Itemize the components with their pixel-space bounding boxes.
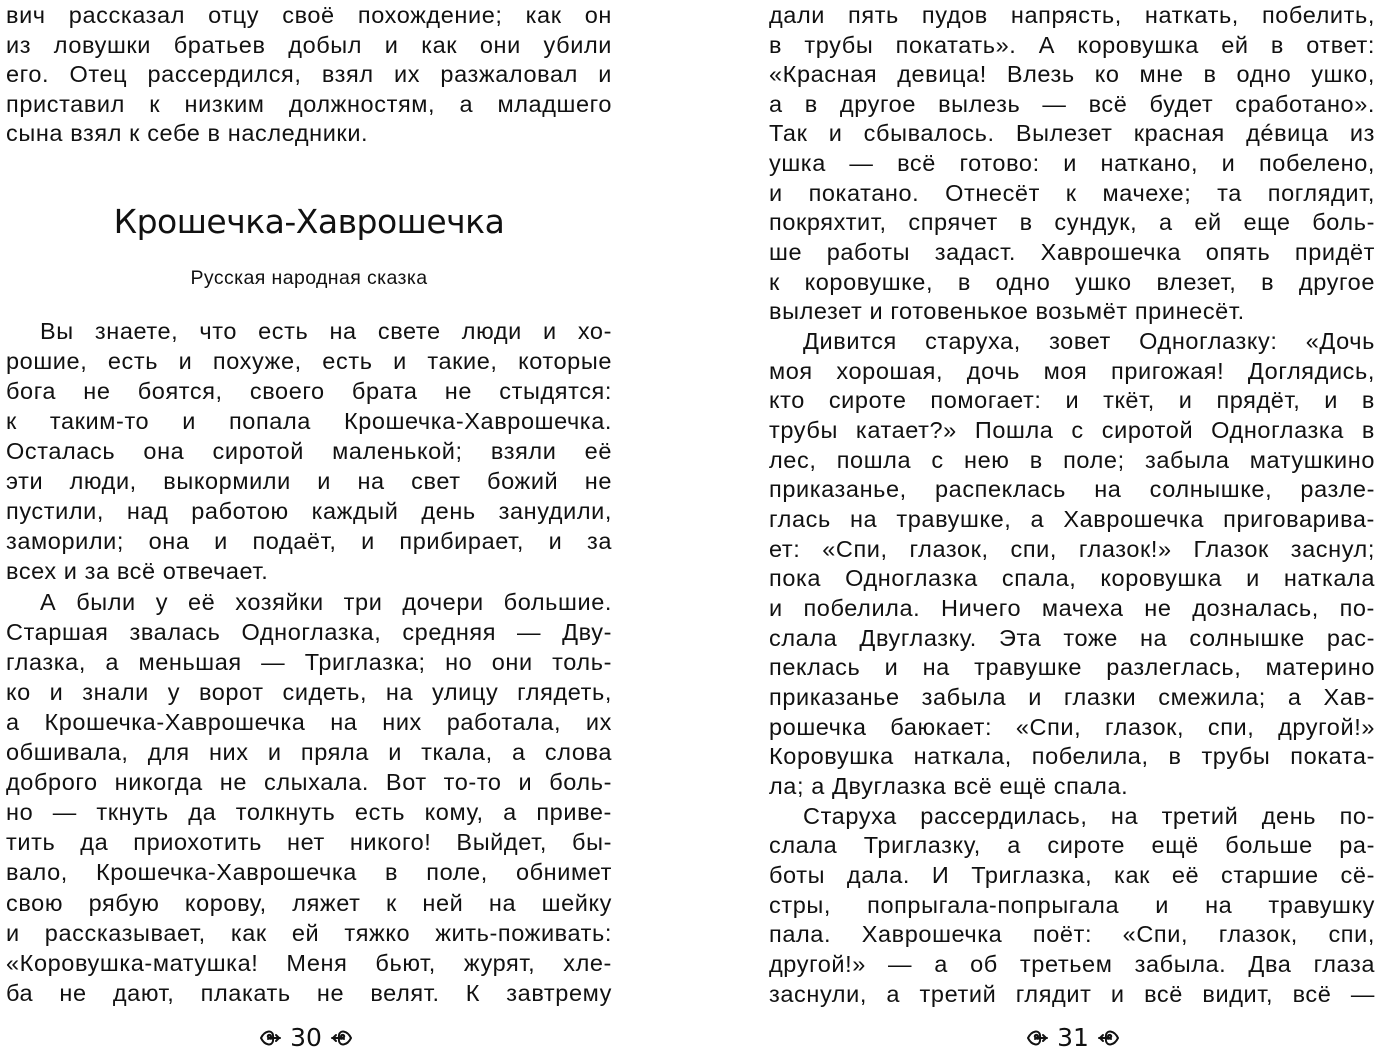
text-line: ше работы задаст. Хаврошечка опять придёт <box>769 239 1375 265</box>
text-line: приказанье забыла и глазки смежила; а Хав- <box>769 684 1375 710</box>
text-line: приказанье, распеклась на солнышке, разле- <box>769 476 1375 502</box>
page-number <box>1008 1020 1138 1056</box>
text-line: ушка — всё готово: и наткано, и побелено, <box>769 150 1375 176</box>
text-line: а в другое вылезь — всё будет сработано». <box>769 91 1375 117</box>
text-line: Старуха рассердилась, на третий день по- <box>803 803 1375 829</box>
text-line: моя хорошая, дочь моя пригожая! Доглядись, <box>769 358 1375 384</box>
text-line: дали пять пудов напрясть, наткать, побелить, <box>769 2 1375 28</box>
page-number <box>246 1020 366 1056</box>
text-line: сына взял к себе в наследники. <box>6 120 369 146</box>
text-line: Старшая звалась Одноглазка, средняя — Дву- <box>6 619 612 645</box>
text-line: но — ткнуть да толкнуть есть кому, а приве- <box>6 799 612 825</box>
text-line: рошечка баюкает: «Спи, глазок, спи, другой!» <box>769 714 1375 740</box>
text-line: глазка, а меньшая — Триглазка; но они толь- <box>6 649 612 675</box>
text-line: к коровушке, в одно ушко влезет, в другое <box>769 269 1375 295</box>
text-line: заморили; она и подаёт, и прибирает, и за <box>6 528 612 554</box>
fleuron-icon <box>1025 1026 1049 1050</box>
text-line: к таким-то и попала Крошечка-Хаврошечка. <box>6 408 612 434</box>
text-line: из ловушки братьев добыл и как они убили <box>6 32 612 58</box>
page-number-label: 30 <box>290 1023 322 1052</box>
text-line: в трубы покатать». А коровушка ей в ответ: <box>769 32 1375 58</box>
fleuron-icon <box>330 1026 354 1050</box>
text-line: вало, Крошечка-Хаврошечка в поле, обнимет <box>6 859 612 885</box>
text-line: Вы знаете, что есть на свете люди и хо- <box>40 318 612 344</box>
text-line: и побелила. Ничего мачеха не дозналась, по- <box>769 595 1375 621</box>
fleuron-icon <box>258 1026 282 1050</box>
page-number-label: 31 <box>1057 1023 1089 1052</box>
text-line: пала. Хаврошечка поёт: «Спи, глазок, спи, <box>769 921 1375 947</box>
text-line: покряхтит, спрячет в сундук, а ей еще боль- <box>769 209 1375 235</box>
text-line: а Крошечка-Хаврошечка на них работала, их <box>6 709 612 735</box>
text-line: вылезет и готовенькое возьмёт принесёт. <box>769 298 1245 324</box>
text-line: тить да приохотить нет никого! Выйдет, бы- <box>6 829 612 855</box>
text-line: приставил к низким должностям, а младшего <box>6 91 612 117</box>
text-line: доброго никогда не слыхала. Вот то-то и боль- <box>6 769 612 795</box>
text-line: пеклась и на травушке разлеглась, материно <box>769 654 1375 680</box>
text-line: рошие, есть и похуже, есть и такие, которые <box>6 348 612 374</box>
text-line: «Коровушка-матушка! Меня бьют, журят, хле- <box>6 950 612 976</box>
text-line: пустили, над работою каждый день занудили, <box>6 498 612 524</box>
text-line: А были у её хозяйки три дочери большие. <box>40 589 612 615</box>
text-line: другой!» — а об третьем забыла. Два глаза <box>769 951 1375 977</box>
story-title: Крошечка-Хаврошечка <box>113 202 505 241</box>
text-line: и покатано. Отнесёт к мачехе; та поглядит, <box>769 180 1375 206</box>
text-line: пока Одноглазка спала, коровушка и наткала <box>769 565 1375 591</box>
text-line: трубы катает?» Пошла с сиротой Одноглазка в <box>769 417 1375 443</box>
text-line: «Красная девица! Влезь ко мне в одно ушко, <box>769 61 1375 87</box>
text-line: глась на травушке, а Хаврошечка приговарива- <box>769 506 1375 532</box>
text-line: вич рассказал отцу своё похождение; как он <box>6 2 612 28</box>
text-line: ба не дают, плакать не велят. К завтрему <box>6 980 612 1006</box>
text-line: Так и сбывалось. Вылезет красная дéвица из <box>769 120 1375 146</box>
text-line: кто сироте помогает: и ткёт, и прядёт, и в <box>769 387 1375 413</box>
text-line: ко и знали у ворот сидеть, на улицу глядеть, <box>6 679 612 705</box>
text-line: Коровушка наткала, побелила, в трубы поката- <box>769 743 1375 769</box>
text-line: Дивится старуха, зовет Одноглазку: «Дочь <box>803 328 1375 354</box>
text-line: лес, пошла с нею в поле; забыла матушкино <box>769 447 1375 473</box>
text-line: всех и за всё отвечает. <box>6 558 269 584</box>
fleuron-icon <box>1097 1026 1121 1050</box>
text-line: стры, попрыгала-попрыгала и на травушку <box>769 892 1375 918</box>
text-line: боты дала. И Триглазка, как её старшие сё- <box>769 862 1375 888</box>
text-line: ла; а Двуглазка всё ещё спала. <box>769 773 1129 799</box>
text-line: ет: «Спи, глазок, спи, глазок!» Глазок заснул; <box>769 536 1375 562</box>
text-line: эти люди, выкормили и на свет божий не <box>6 468 612 494</box>
text-line: и рассказывает, как ей тяжко жить-поживать: <box>6 920 612 946</box>
text-line: свою рябую корову, ляжет к ней на шейку <box>6 890 612 916</box>
text-line: заснули, а третий глядит и всё видит, всё — <box>769 981 1375 1007</box>
text-line: слала Триглазку, а сироте ещё больше ра- <box>769 832 1375 858</box>
story-subtitle: Русская народная сказка <box>190 267 428 289</box>
text-line: Осталась она сиротой маленькой; взяли её <box>6 438 612 464</box>
text-line: слала Двуглазку. Эта тоже на солнышке рас- <box>769 625 1375 651</box>
text-line: бога не боятся, своего брата не стыдятся: <box>6 378 612 404</box>
text-line: обшивала, для них и пряла и ткала, а слова <box>6 739 612 765</box>
text-line: его. Отец рассердился, взял их разжаловал и <box>6 61 612 87</box>
